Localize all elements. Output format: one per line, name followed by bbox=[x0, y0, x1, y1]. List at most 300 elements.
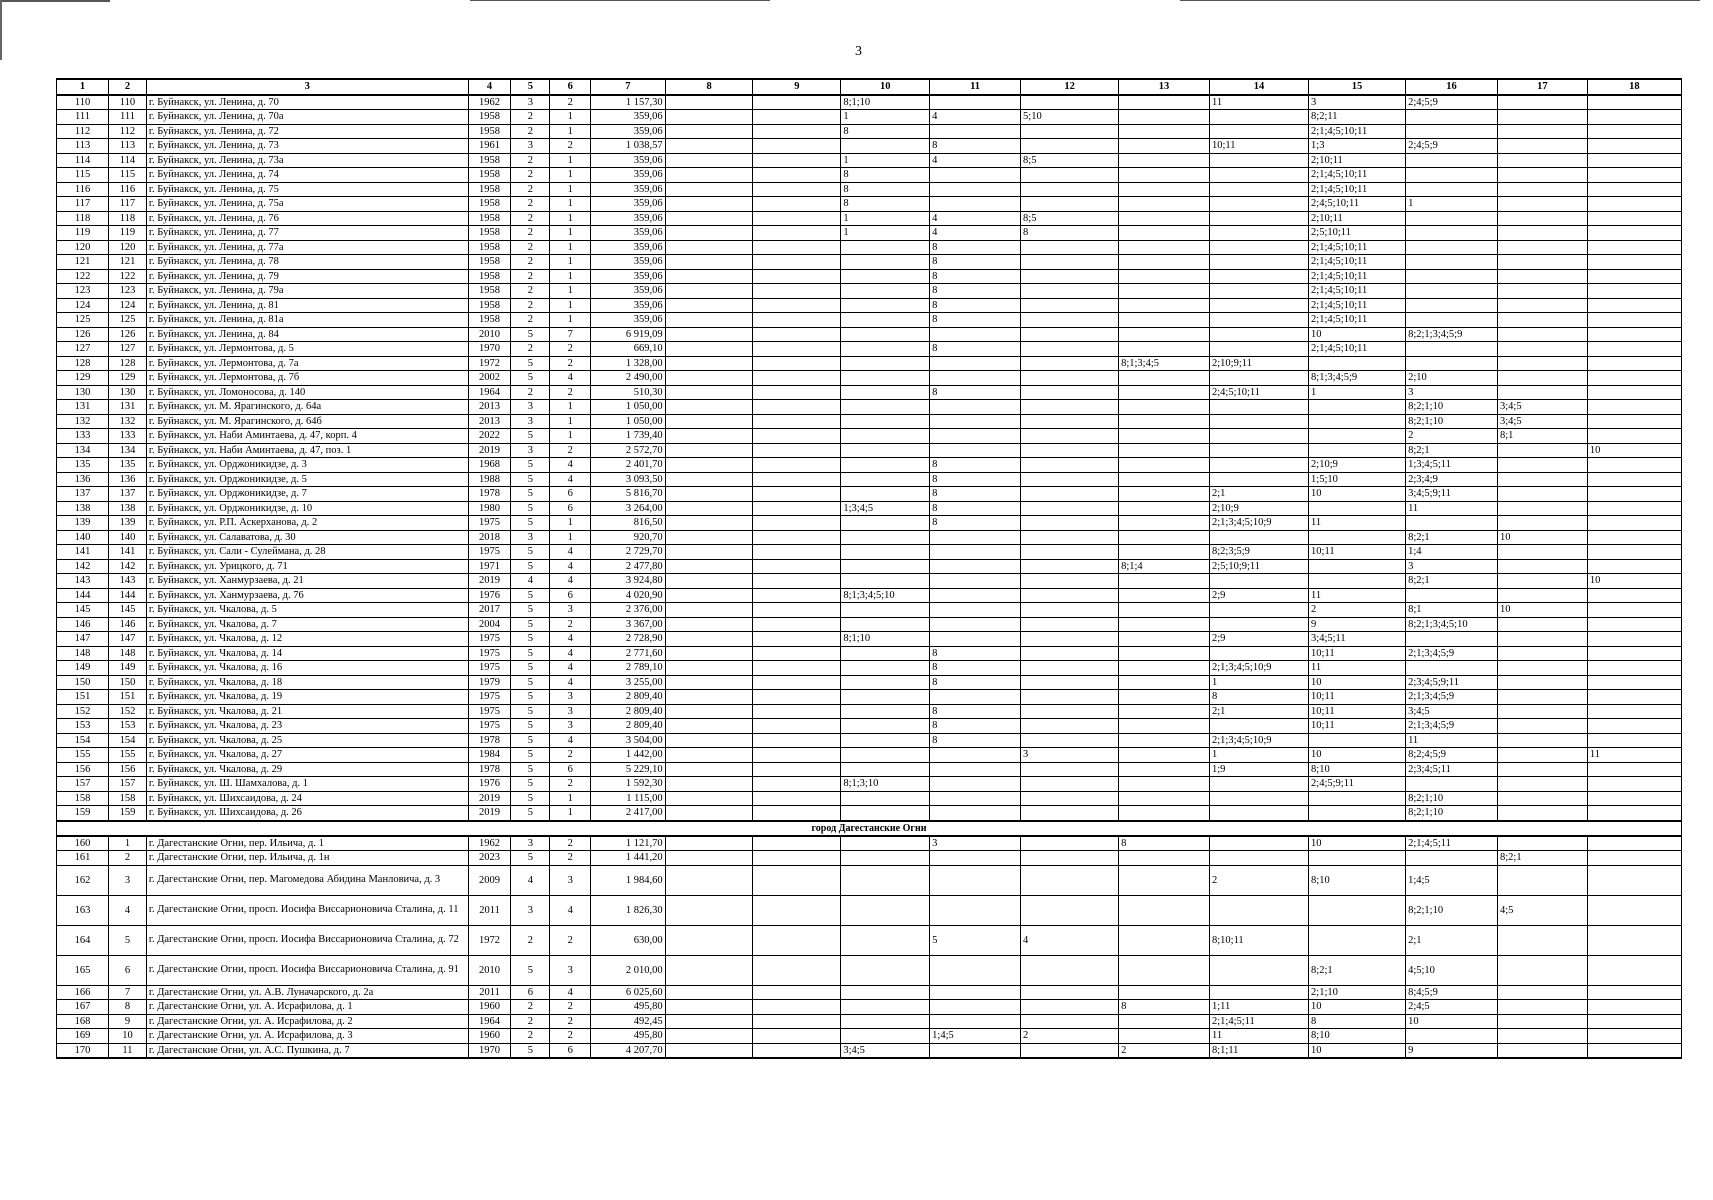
cell-col-9 bbox=[753, 574, 841, 589]
cell-col-12 bbox=[1021, 182, 1119, 197]
cell-col-11 bbox=[930, 762, 1021, 777]
cell-col-13 bbox=[1119, 342, 1210, 357]
cell-entrances: 1 bbox=[550, 298, 591, 313]
cell-row-number: 132 bbox=[57, 414, 109, 429]
cell-local-number: 156 bbox=[109, 762, 147, 777]
cell-col-14 bbox=[1209, 530, 1308, 545]
cell-col-10: 1 bbox=[841, 211, 930, 226]
cell-col-12 bbox=[1021, 1043, 1119, 1058]
cell-year-built: 2002 bbox=[468, 371, 511, 386]
cell-col-17 bbox=[1497, 733, 1587, 748]
cell-col-9 bbox=[753, 806, 841, 821]
cell-col-15: 8;2;1 bbox=[1309, 955, 1406, 985]
cell-area: 359,06 bbox=[591, 211, 666, 226]
cell-local-number: 1 bbox=[109, 836, 147, 851]
cell-area: 2 477,80 bbox=[591, 559, 666, 574]
cell-row-number: 121 bbox=[57, 255, 109, 270]
cell-row-number: 136 bbox=[57, 472, 109, 487]
cell-col-15: 10;11 bbox=[1309, 690, 1406, 705]
cell-col-9 bbox=[753, 458, 841, 473]
cell-area: 1 441,20 bbox=[591, 851, 666, 866]
cell-entrances: 4 bbox=[550, 895, 591, 925]
cell-col-12 bbox=[1021, 530, 1119, 545]
cell-entrances: 4 bbox=[550, 646, 591, 661]
table-row bbox=[57, 733, 1682, 748]
cell-row-number: 134 bbox=[57, 443, 109, 458]
cell-col-18 bbox=[1587, 429, 1681, 444]
cell-entrances: 2 bbox=[550, 356, 591, 371]
cell-year-built: 2022 bbox=[468, 429, 511, 444]
cell-col-9 bbox=[753, 211, 841, 226]
cell-address: г. Буйнакск, ул. Чкалова, д. 7 bbox=[146, 617, 468, 632]
cell-area: 495,80 bbox=[591, 1000, 666, 1015]
cell-col-12 bbox=[1021, 733, 1119, 748]
cell-col-8 bbox=[665, 124, 753, 139]
cell-row-number: 150 bbox=[57, 675, 109, 690]
cell-col-10 bbox=[841, 791, 930, 806]
cell-col-11 bbox=[930, 777, 1021, 792]
cell-col-17: 10 bbox=[1497, 603, 1587, 618]
cell-area: 495,80 bbox=[591, 1029, 666, 1044]
cell-address: г. Буйнакск, ул. Ханмурзаева, д. 76 bbox=[146, 588, 468, 603]
cell-floors: 4 bbox=[511, 865, 550, 895]
cell-area: 492,45 bbox=[591, 1014, 666, 1029]
cell-col-16 bbox=[1406, 110, 1498, 125]
cell-col-12 bbox=[1021, 661, 1119, 676]
cell-col-15: 2;1;4;5;10;11 bbox=[1309, 342, 1406, 357]
cell-col-8 bbox=[665, 632, 753, 647]
cell-entrances: 4 bbox=[550, 661, 591, 676]
cell-col-9 bbox=[753, 1000, 841, 1015]
cell-col-12 bbox=[1021, 895, 1119, 925]
cell-col-16: 2;1;3;4;5;9 bbox=[1406, 719, 1498, 734]
cell-col-10 bbox=[841, 472, 930, 487]
cell-address: г. Буйнакск, ул. Салаватова, д. 30 bbox=[146, 530, 468, 545]
cell-col-8 bbox=[665, 443, 753, 458]
table-row bbox=[57, 806, 1682, 821]
cell-col-17: 10 bbox=[1497, 530, 1587, 545]
cell-col-8 bbox=[665, 255, 753, 270]
cell-local-number: 126 bbox=[109, 327, 147, 342]
cell-area: 359,06 bbox=[591, 298, 666, 313]
cell-col-8 bbox=[665, 675, 753, 690]
cell-col-14: 2 bbox=[1209, 865, 1308, 895]
table-row bbox=[57, 574, 1682, 589]
cell-entrances: 6 bbox=[550, 1043, 591, 1058]
cell-entrances: 2 bbox=[550, 617, 591, 632]
cell-col-13 bbox=[1119, 284, 1210, 299]
cell-col-8 bbox=[665, 400, 753, 415]
cell-col-17: 8;1 bbox=[1497, 429, 1587, 444]
cell-col-15: 2;1;4;5;10;11 bbox=[1309, 124, 1406, 139]
cell-col-16: 3;4;5;9;11 bbox=[1406, 487, 1498, 502]
cell-col-16 bbox=[1406, 516, 1498, 531]
cell-area: 3 255,00 bbox=[591, 675, 666, 690]
cell-col-18 bbox=[1587, 226, 1681, 241]
cell-col-14: 2;10;9;11 bbox=[1209, 356, 1308, 371]
cell-col-15 bbox=[1309, 574, 1406, 589]
cell-floors: 4 bbox=[511, 574, 550, 589]
cell-col-12 bbox=[1021, 574, 1119, 589]
cell-col-12 bbox=[1021, 458, 1119, 473]
cell-year-built: 1972 bbox=[468, 925, 511, 955]
cell-col-11 bbox=[930, 414, 1021, 429]
cell-area: 359,06 bbox=[591, 168, 666, 183]
cell-area: 1 592,30 bbox=[591, 777, 666, 792]
cell-area: 359,06 bbox=[591, 182, 666, 197]
cell-col-9 bbox=[753, 1029, 841, 1044]
cell-col-13 bbox=[1119, 168, 1210, 183]
cell-col-16 bbox=[1406, 661, 1498, 676]
cell-col-17 bbox=[1497, 559, 1587, 574]
cell-entrances: 4 bbox=[550, 574, 591, 589]
section-row bbox=[57, 821, 1682, 836]
cell-col-14 bbox=[1209, 110, 1308, 125]
cell-row-number: 112 bbox=[57, 124, 109, 139]
cell-col-17 bbox=[1497, 458, 1587, 473]
cell-col-14 bbox=[1209, 284, 1308, 299]
cell-col-12 bbox=[1021, 851, 1119, 866]
cell-entrances: 1 bbox=[550, 168, 591, 183]
table-row bbox=[57, 414, 1682, 429]
cell-col-15 bbox=[1309, 559, 1406, 574]
cell-col-15: 10;11 bbox=[1309, 704, 1406, 719]
cell-col-16: 1 bbox=[1406, 197, 1498, 212]
column-header-14: 14 bbox=[1209, 79, 1308, 95]
cell-col-12 bbox=[1021, 124, 1119, 139]
cell-col-14 bbox=[1209, 458, 1308, 473]
housing-register-table bbox=[56, 78, 1682, 1059]
cell-col-13 bbox=[1119, 443, 1210, 458]
cell-col-14 bbox=[1209, 197, 1308, 212]
cell-col-15: 8;2;11 bbox=[1309, 110, 1406, 125]
cell-col-13 bbox=[1119, 501, 1210, 516]
table-row bbox=[57, 791, 1682, 806]
cell-year-built: 1975 bbox=[468, 632, 511, 647]
cell-area: 359,06 bbox=[591, 197, 666, 212]
cell-col-12 bbox=[1021, 327, 1119, 342]
cell-floors: 6 bbox=[511, 985, 550, 1000]
cell-col-18 bbox=[1587, 95, 1681, 110]
cell-year-built: 2019 bbox=[468, 574, 511, 589]
cell-year-built: 1968 bbox=[468, 458, 511, 473]
table-row bbox=[57, 661, 1682, 676]
cell-col-8 bbox=[665, 574, 753, 589]
cell-col-15 bbox=[1309, 530, 1406, 545]
cell-col-8 bbox=[665, 226, 753, 241]
cell-col-15: 2;1;4;5;10;11 bbox=[1309, 313, 1406, 328]
table-row bbox=[57, 168, 1682, 183]
table-row bbox=[57, 1043, 1682, 1058]
cell-area: 2 417,00 bbox=[591, 806, 666, 821]
cell-address: г. Буйнакск, ул. Ленина, д. 70 bbox=[146, 95, 468, 110]
cell-col-18 bbox=[1587, 356, 1681, 371]
cell-col-17: 8;2;1 bbox=[1497, 851, 1587, 866]
cell-col-10: 8;1;3;10 bbox=[841, 777, 930, 792]
cell-year-built: 1975 bbox=[468, 646, 511, 661]
cell-col-15: 2;10;9 bbox=[1309, 458, 1406, 473]
cell-col-9 bbox=[753, 153, 841, 168]
cell-local-number: 118 bbox=[109, 211, 147, 226]
cell-col-12 bbox=[1021, 342, 1119, 357]
cell-entrances: 2 bbox=[550, 1014, 591, 1029]
cell-col-9 bbox=[753, 836, 841, 851]
cell-address: г. Буйнакск, ул. Чкалова, д. 19 bbox=[146, 690, 468, 705]
cell-area: 359,06 bbox=[591, 226, 666, 241]
cell-col-10 bbox=[841, 371, 930, 386]
cell-entrances: 1 bbox=[550, 197, 591, 212]
cell-col-15: 2;1;4;5;10;11 bbox=[1309, 240, 1406, 255]
cell-row-number: 127 bbox=[57, 342, 109, 357]
table-row bbox=[57, 895, 1682, 925]
cell-year-built: 1958 bbox=[468, 226, 511, 241]
table-row bbox=[57, 836, 1682, 851]
cell-col-14: 10;11 bbox=[1209, 139, 1308, 154]
cell-col-10 bbox=[841, 617, 930, 632]
cell-col-15 bbox=[1309, 851, 1406, 866]
cell-year-built: 2010 bbox=[468, 955, 511, 985]
cell-area: 630,00 bbox=[591, 925, 666, 955]
cell-col-16: 8;2;1 bbox=[1406, 443, 1498, 458]
cell-col-18 bbox=[1587, 385, 1681, 400]
cell-col-9 bbox=[753, 371, 841, 386]
cell-local-number: 148 bbox=[109, 646, 147, 661]
cell-area: 2 376,00 bbox=[591, 603, 666, 618]
cell-col-15: 2;10;11 bbox=[1309, 153, 1406, 168]
cell-floors: 3 bbox=[511, 139, 550, 154]
cell-floors: 3 bbox=[511, 530, 550, 545]
cell-col-18 bbox=[1587, 269, 1681, 284]
cell-year-built: 1958 bbox=[468, 153, 511, 168]
table-row bbox=[57, 851, 1682, 866]
cell-col-12 bbox=[1021, 139, 1119, 154]
cell-col-16 bbox=[1406, 168, 1498, 183]
cell-col-11: 8 bbox=[930, 458, 1021, 473]
cell-local-number: 154 bbox=[109, 733, 147, 748]
cell-col-9 bbox=[753, 124, 841, 139]
cell-col-14 bbox=[1209, 574, 1308, 589]
cell-year-built: 2019 bbox=[468, 791, 511, 806]
cell-col-16 bbox=[1406, 255, 1498, 270]
cell-year-built: 1975 bbox=[468, 690, 511, 705]
cell-col-14: 2;10;9 bbox=[1209, 501, 1308, 516]
cell-entrances: 3 bbox=[550, 690, 591, 705]
cell-col-8 bbox=[665, 1029, 753, 1044]
cell-address: г. Буйнакск, ул. Ленина, д. 77а bbox=[146, 240, 468, 255]
scan-edge-left bbox=[0, 0, 2, 60]
table-row bbox=[57, 516, 1682, 531]
cell-entrances: 2 bbox=[550, 139, 591, 154]
cell-col-18 bbox=[1587, 836, 1681, 851]
cell-col-10 bbox=[841, 400, 930, 415]
cell-local-number: 116 bbox=[109, 182, 147, 197]
cell-entrances: 3 bbox=[550, 603, 591, 618]
cell-col-15: 1;5;10 bbox=[1309, 472, 1406, 487]
cell-col-18: 10 bbox=[1587, 574, 1681, 589]
cell-col-13: 8;1;4 bbox=[1119, 559, 1210, 574]
cell-col-10 bbox=[841, 603, 930, 618]
cell-col-18 bbox=[1587, 501, 1681, 516]
table-row bbox=[57, 690, 1682, 705]
cell-year-built: 1958 bbox=[468, 168, 511, 183]
cell-row-number: 110 bbox=[57, 95, 109, 110]
cell-col-9 bbox=[753, 632, 841, 647]
cell-col-14 bbox=[1209, 182, 1308, 197]
cell-col-15: 2;1;10 bbox=[1309, 985, 1406, 1000]
cell-floors: 2 bbox=[511, 168, 550, 183]
cell-row-number: 159 bbox=[57, 806, 109, 821]
cell-col-16: 2;10 bbox=[1406, 371, 1498, 386]
scan-edge-top-left bbox=[0, 0, 110, 2]
cell-col-18 bbox=[1587, 371, 1681, 386]
cell-col-13 bbox=[1119, 762, 1210, 777]
cell-col-10 bbox=[841, 806, 930, 821]
cell-col-11: 8 bbox=[930, 255, 1021, 270]
cell-year-built: 1976 bbox=[468, 777, 511, 792]
cell-col-14: 2;1;3;4;5;10;9 bbox=[1209, 661, 1308, 676]
cell-col-18 bbox=[1587, 985, 1681, 1000]
cell-col-12 bbox=[1021, 414, 1119, 429]
cell-col-15: 10 bbox=[1309, 1000, 1406, 1015]
cell-col-8 bbox=[665, 240, 753, 255]
cell-year-built: 1962 bbox=[468, 836, 511, 851]
cell-row-number: 126 bbox=[57, 327, 109, 342]
table-row bbox=[57, 284, 1682, 299]
cell-year-built: 1958 bbox=[468, 110, 511, 125]
cell-col-16: 8;2;1;10 bbox=[1406, 895, 1498, 925]
cell-address: г. Буйнакск, ул. Ленина, д. 74 bbox=[146, 168, 468, 183]
cell-col-11 bbox=[930, 530, 1021, 545]
cell-col-18 bbox=[1587, 472, 1681, 487]
cell-col-12 bbox=[1021, 313, 1119, 328]
cell-local-number: 123 bbox=[109, 284, 147, 299]
cell-floors: 5 bbox=[511, 646, 550, 661]
cell-area: 3 264,00 bbox=[591, 501, 666, 516]
cell-row-number: 142 bbox=[57, 559, 109, 574]
cell-col-9 bbox=[753, 895, 841, 925]
cell-floors: 5 bbox=[511, 704, 550, 719]
cell-col-8 bbox=[665, 1014, 753, 1029]
cell-col-14 bbox=[1209, 371, 1308, 386]
cell-year-built: 1960 bbox=[468, 1029, 511, 1044]
cell-local-number: 137 bbox=[109, 487, 147, 502]
cell-col-17 bbox=[1497, 240, 1587, 255]
cell-col-18 bbox=[1587, 182, 1681, 197]
cell-col-15: 8;10 bbox=[1309, 1029, 1406, 1044]
cell-col-11: 8 bbox=[930, 661, 1021, 676]
table-row bbox=[57, 762, 1682, 777]
cell-entrances: 2 bbox=[550, 1000, 591, 1015]
table-row bbox=[57, 182, 1682, 197]
cell-floors: 2 bbox=[511, 1014, 550, 1029]
cell-row-number: 131 bbox=[57, 400, 109, 415]
cell-col-15: 3 bbox=[1309, 95, 1406, 110]
cell-col-17 bbox=[1497, 139, 1587, 154]
cell-row-number: 130 bbox=[57, 385, 109, 400]
cell-area: 3 367,00 bbox=[591, 617, 666, 632]
cell-col-17 bbox=[1497, 168, 1587, 183]
cell-area: 920,70 bbox=[591, 530, 666, 545]
cell-floors: 5 bbox=[511, 806, 550, 821]
cell-address: г. Дагестанские Огни, просп. Иосифа Виссарионовича Сталина, д. 72 bbox=[146, 925, 468, 955]
cell-col-17 bbox=[1497, 748, 1587, 763]
cell-address: г. Буйнакск, ул. Чкалова, д. 18 bbox=[146, 675, 468, 690]
cell-local-number: 125 bbox=[109, 313, 147, 328]
cell-address: г. Буйнакск, ул. Орджоникидзе, д. 10 bbox=[146, 501, 468, 516]
cell-col-16: 3 bbox=[1406, 559, 1498, 574]
cell-year-built: 1958 bbox=[468, 298, 511, 313]
cell-local-number: 115 bbox=[109, 168, 147, 183]
cell-address: г. Буйнакск, ул. Чкалова, д. 16 bbox=[146, 661, 468, 676]
cell-entrances: 7 bbox=[550, 327, 591, 342]
cell-col-11 bbox=[930, 197, 1021, 212]
cell-col-10 bbox=[841, 733, 930, 748]
cell-col-10: 8 bbox=[841, 182, 930, 197]
cell-col-13 bbox=[1119, 791, 1210, 806]
cell-entrances: 4 bbox=[550, 733, 591, 748]
cell-col-16: 2;1 bbox=[1406, 925, 1498, 955]
cell-col-12 bbox=[1021, 1000, 1119, 1015]
cell-col-12 bbox=[1021, 168, 1119, 183]
cell-col-13 bbox=[1119, 95, 1210, 110]
cell-col-12 bbox=[1021, 501, 1119, 516]
column-header-2: 2 bbox=[109, 79, 147, 95]
cell-address: г. Буйнакск, ул. Ленина, д. 75 bbox=[146, 182, 468, 197]
column-header-1: 1 bbox=[57, 79, 109, 95]
cell-col-17 bbox=[1497, 284, 1587, 299]
cell-address: г. Буйнакск, ул. Сали - Сулейманa, д. 28 bbox=[146, 545, 468, 560]
cell-col-13 bbox=[1119, 371, 1210, 386]
table-row bbox=[57, 617, 1682, 632]
cell-col-15: 10;11 bbox=[1309, 646, 1406, 661]
cell-col-12: 8;5 bbox=[1021, 153, 1119, 168]
cell-col-18 bbox=[1587, 690, 1681, 705]
cell-col-11 bbox=[930, 124, 1021, 139]
cell-row-number: 133 bbox=[57, 429, 109, 444]
cell-address: г. Буйнакск, ул. Ленина, д. 76 bbox=[146, 211, 468, 226]
cell-col-10 bbox=[841, 985, 930, 1000]
cell-col-17 bbox=[1497, 501, 1587, 516]
cell-year-built: 1975 bbox=[468, 719, 511, 734]
column-number-header-row bbox=[57, 79, 1682, 95]
cell-entrances: 1 bbox=[550, 226, 591, 241]
cell-col-15: 10 bbox=[1309, 487, 1406, 502]
cell-floors: 5 bbox=[511, 762, 550, 777]
cell-col-8 bbox=[665, 472, 753, 487]
cell-col-10 bbox=[841, 269, 930, 284]
cell-entrances: 6 bbox=[550, 762, 591, 777]
cell-col-8 bbox=[665, 851, 753, 866]
cell-address: г. Буйнакск, ул. Ломоносова, д. 140 bbox=[146, 385, 468, 400]
cell-local-number: 152 bbox=[109, 704, 147, 719]
cell-col-17 bbox=[1497, 806, 1587, 821]
cell-year-built: 1970 bbox=[468, 1043, 511, 1058]
cell-col-12 bbox=[1021, 487, 1119, 502]
cell-col-16: 2;4;5;9 bbox=[1406, 95, 1498, 110]
cell-col-13 bbox=[1119, 255, 1210, 270]
cell-col-8 bbox=[665, 211, 753, 226]
cell-row-number: 137 bbox=[57, 487, 109, 502]
cell-col-14: 1;9 bbox=[1209, 762, 1308, 777]
cell-row-number: 140 bbox=[57, 530, 109, 545]
cell-area: 3 093,50 bbox=[591, 472, 666, 487]
cell-col-9 bbox=[753, 168, 841, 183]
cell-col-18 bbox=[1587, 719, 1681, 734]
cell-col-9 bbox=[753, 985, 841, 1000]
cell-entrances: 6 bbox=[550, 588, 591, 603]
cell-area: 1 826,30 bbox=[591, 895, 666, 925]
cell-col-8 bbox=[665, 733, 753, 748]
